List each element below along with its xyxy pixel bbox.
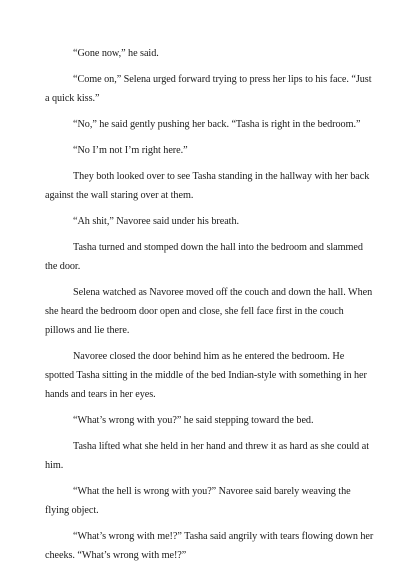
paragraph: They both looked over to see Tasha standing in the hallway with her back against the wall staring over at them. bbox=[45, 171, 370, 201]
paragraph: Selena watched as Navoree moved off the couch and down the hall. When she heard the bedroom door open and close, she fell face first in the couch pillows and lie there. bbox=[45, 287, 373, 336]
paragraph: “Come on,” Selena urged forward trying to press her lips to his face. “Just a quick kiss.” bbox=[45, 74, 372, 104]
paragraph: “What’s wrong with me!?” Tasha said angrily with tears flowing down her cheeks. “What’s wrong with me!?” bbox=[45, 531, 374, 561]
paragraph: “Ah shit,” Navoree said under his breath. bbox=[73, 216, 239, 227]
paragraph: Tasha turned and stomped down the hall into the bedroom and slammed the door. bbox=[45, 242, 363, 272]
paragraph: Tasha lifted what she held in her hand and threw it as hard as she could at him. bbox=[45, 441, 369, 471]
paragraph: “What the hell is wrong with you?” Navoree said barely weaving the flying object. bbox=[45, 486, 351, 516]
paragraph: “Gone now,” he said. bbox=[73, 48, 159, 59]
paragraph: Navoree closed the door behind him as he entered the bedroom. He spotted Tasha sitting in the middle of the bed Indian-style with something in her hands and tears in her eyes. bbox=[45, 351, 367, 400]
story-text bbox=[45, 44, 375, 572]
paragraph: “No,” he said gently pushing her back. “Tasha is right in the bedroom.” bbox=[73, 119, 361, 130]
paragraph: “No I’m not I’m right here.” bbox=[73, 145, 188, 156]
paragraph: “What’s wrong with you?” he said stepping toward the bed. bbox=[73, 415, 314, 426]
